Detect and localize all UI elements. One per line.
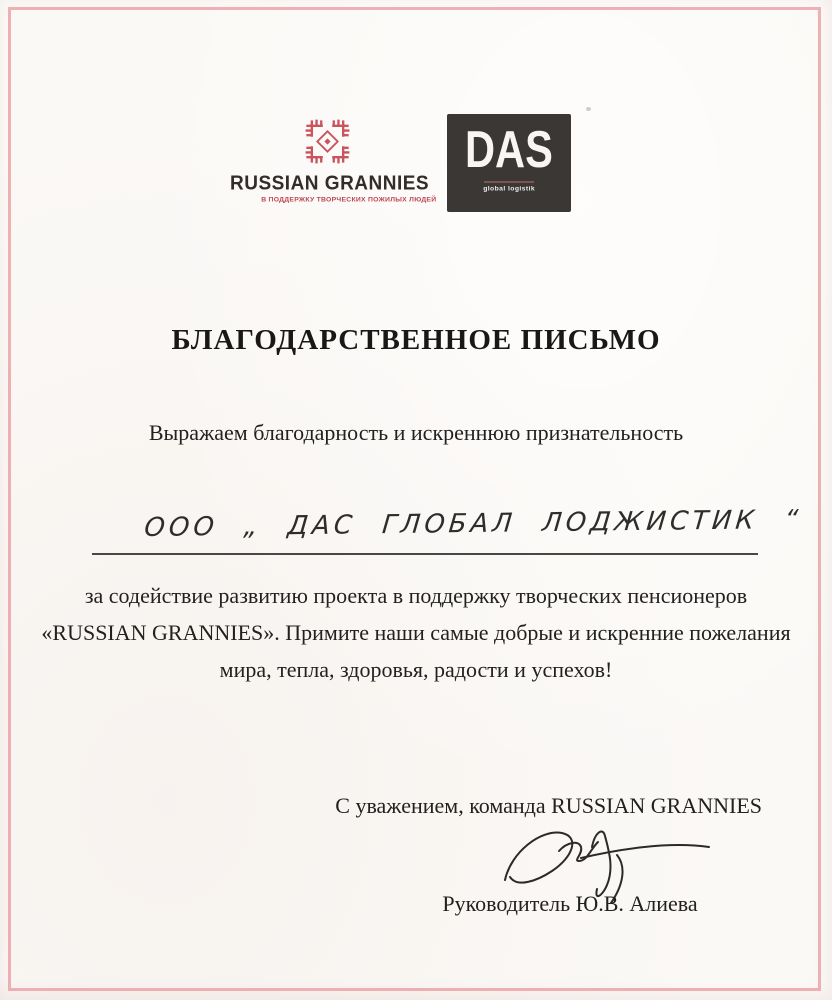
das-logo-subtitle: global logistik [483,185,535,193]
letter-title: БЛАГОДАРСТВЕННОЕ ПИСЬМО [171,324,661,356]
recipient-underline [92,553,758,555]
das-global-logistik-logo [447,114,571,212]
letter-body [40,577,792,688]
letter-intro-line: Выражаем благодарность и искреннюю признательность [148,420,684,445]
das-logo-divider [484,181,534,183]
letter-body-line-1: за содействие развитию проекта в поддержку творческих пенсионеров [84,583,748,608]
russian-grannies-logo [230,118,437,207]
russian-grannies-tagline: В ПОДДЕРЖКУ ТВОРЧЕСКИХ ПОЖИЛЫХ ЛЮДЕЙ [261,196,437,204]
das-wordmark: DAS [465,121,553,179]
letter-body-line-3: мира, тепла, здоровья, радости и успехов! [219,657,613,682]
recipient-handwritten-name: ООО „ ДАС ГЛОБАЛ ЛОДЖИСТИК “ [143,504,804,543]
letter-signoff: С уважением, команда RUSSIAN GRANNIES [335,793,762,818]
slavic-embroidery-ornament-icon [304,118,351,165]
letter-body-line-2: «RUSSIAN GRANNIES». Примите наши самые добрые и искренние пожелания [41,620,791,645]
scan-artifact [586,107,591,111]
russian-grannies-wordmark: RUSSIAN GRANNIES [230,172,430,195]
letter-signatory: Руководитель Ю.В. Алиева [442,891,698,916]
